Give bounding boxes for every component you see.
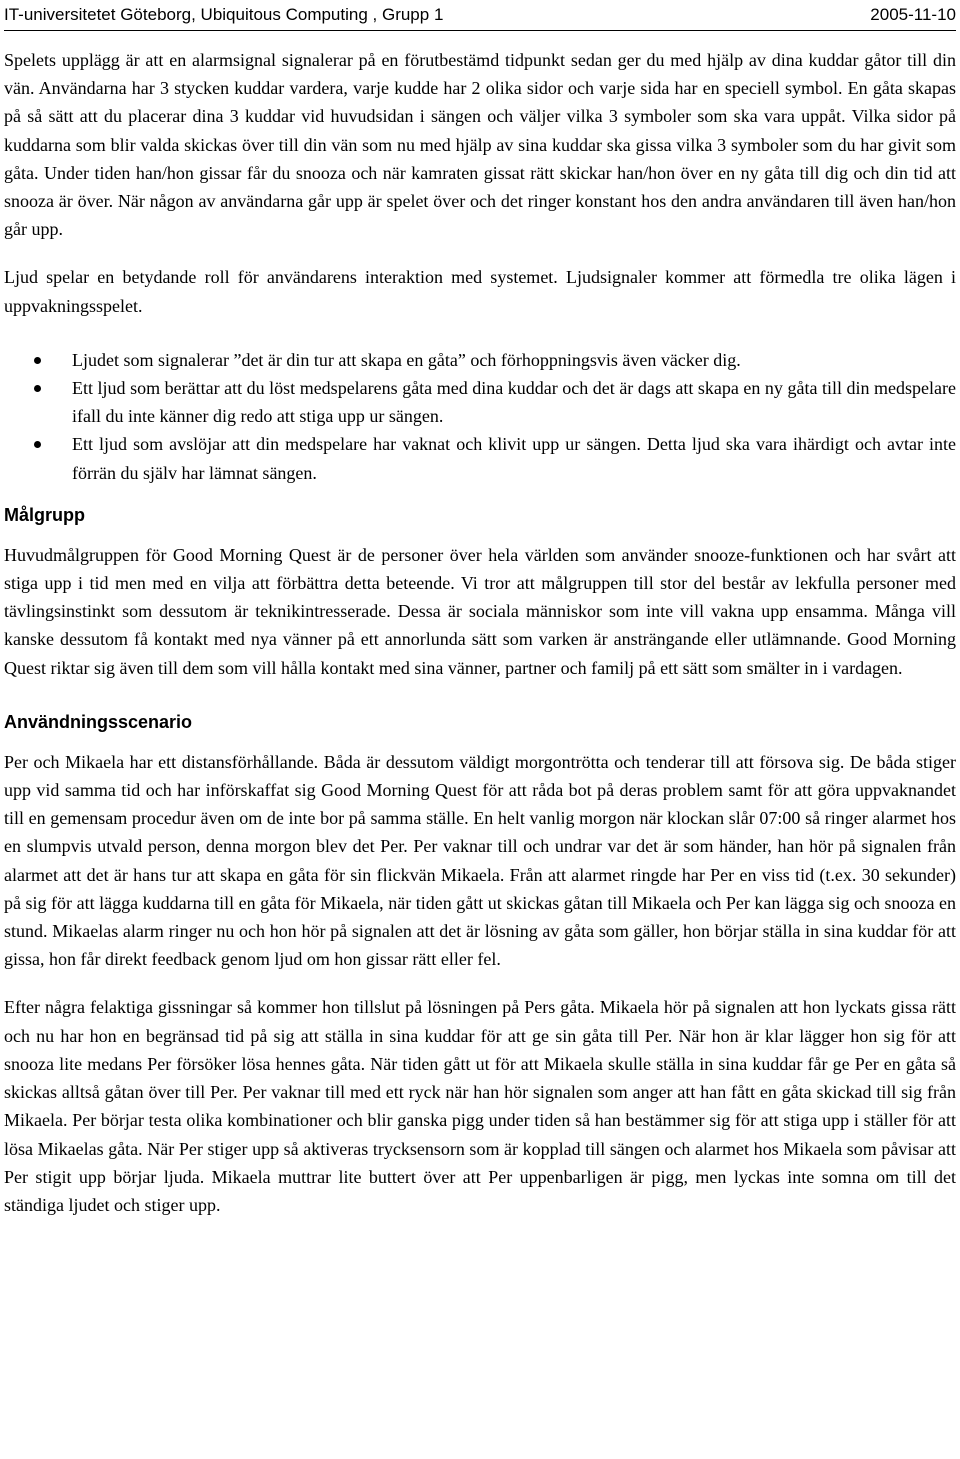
scenario-paragraph-2: Efter några felaktiga gissningar så kommer hon tillslut på lösningen på Pers gåta. Mikaela hör på signalen att hon lyckats gissa rätt och nu har hon en begränsad tid på sig att ställa in sina kuddar för att ge sin gåta till Per. När hon är klar lägger hon sig för att snooza lite medans Per försöker lösa hennes gåta. När tiden gått ut för att Mikaela skulle ställa in sina kuddar får ge Per en gåta så skickas alltså gåtan över till Per. Per vaknar till med ett ryck när han hör signalen som anger att han fått en gåta skickad till sig från Mikaela. Per börjar testa olika kombinationer och blir ganska pigg under tiden så han bestämmer sig för att stiga upp i ställer för att lösa Mikaelas gåta. När Per stiger upp så aktiveras trycksensorn som är kopplad till sängen och alarmet hos Mikaela som påvisar att Per stigit upp börjar ljuda. Mikaela muttrar lite buttert över att Per uppenbarligen är pigg, men lyckas inte somna om till det ständiga ljudet och stiger upp. xyxy=(4,997,956,1215)
header-course-title: IT-universitetet Göteborg, Ubiquitous Computing , Grupp 1 xyxy=(4,5,444,24)
list-item xyxy=(72,374,956,430)
heading-malgrupp: Målgrupp xyxy=(4,504,85,525)
list-item xyxy=(72,346,956,374)
bullet-icon xyxy=(34,441,41,448)
list-item-text: Ljudet som signalerar ”det är din tur att skapa en gåta” och förhoppningsvis även väcker dig. xyxy=(72,349,741,370)
list-item-text: Ett ljud som berättar att du löst medspelarens gåta med dina kuddar och det är dags att skapa en ny gåta till din medspelare ifall du inte känner dig redo att stiga upp ur sängen. xyxy=(72,378,956,427)
header-date: 2005-11-10 xyxy=(870,5,956,24)
document-body xyxy=(4,46,956,1239)
intro-paragraph-sound: Ljud spelar en betydande roll för användarens interaktion med systemet. Ljudsignaler kommer att förmedla tre olika lägen i uppvakningsspelet. xyxy=(4,267,956,316)
intro-paragraph-game: Spelets upplägg är att en alarmsignal signalerar på en förutbestämd tidpunkt sedan ger du med hjälp av dina kuddar gåtor till din vän. Användarna har 3 stycken kuddar vardera, varje kudde har 2 olika sidor och varje sida har en speciell symbol. En gåta skapas på så sätt att du placerar dina 3 kuddar vid huvudsidan i sängen och väljer vilka 3 symboler som ska vara uppåt. Vilka sidor på kuddarna som blir valda skickas över till din vän som nu med hjälp av sina kuddar ska gissa vilka 3 symboler som du har givit som gåta. Under tiden han/hon gissar får du snooza och när kamraten gissat rätt skickar han/hon över en ny gåta till dig och din tid att snooza är över. När någon av användarna går upp är spelet över och det ringer konstant hos den andra användaren till även han/hon går upp. xyxy=(4,50,956,240)
malgrupp-paragraph: Huvudmålgruppen för Good Morning Quest är de personer över hela världen som använder snooze-funktionen och har svårt att stiga upp i tid men med en vilja att förbättra detta beteende. Vi tror att målgruppen till stor del består av lekfulla personer med tävlingsinstinkt som dessutom är teknikintresserade. Dessa är sociala människor som inte vill vakna upp ensamma. Många vill kanske dessutom få kontakt med nya vänner på ett annorlunda sätt som varken är ansträngande eller utlämnande. Good Morning Quest riktar sig även till dem som vill hålla kontakt med sina vänner, partner och familj på ett sätt som smälter in i vardagen. xyxy=(4,544,956,678)
heading-anvandningsscenario: Användningsscenario xyxy=(4,711,193,732)
sound-list xyxy=(4,346,956,487)
bullet-icon xyxy=(34,385,41,392)
bullet-icon xyxy=(34,357,41,364)
page-header xyxy=(4,0,956,31)
list-item xyxy=(72,430,956,486)
list-item-text: Ett ljud som avslöjar att din medspelare har vaknat och klivit upp ur sängen. Detta ljud ska vara ihärdigt och avtar inte förrän du själv har lämnat sängen. xyxy=(72,434,956,483)
scenario-paragraph-1: Per och Mikaela har ett distansförhållande. Båda är dessutom väldigt morgontrötta och tenderar till att försova sig. De båda stiger upp vid samma tid och har införskaffat sig Good Morning Quest för att råda bot på deras problem samt för att göra uppvaknandet till en gemensam procedur även om de inte bor på samma ställe. En helt vanlig morgon när klockan slår 07:00 så ringer alarmet hos en slumpvis utvald person, denna morgon blev det Per. Per vaknar till och undrar var det är som händer, han hör på signalen från alarmet att det är hans tur att skapa en gåta för sin flickvän Mikaela. Från att alarmet ringde har Per en viss tid (t.ex. 30 sekunder) på sig för att lägga kuddarna till en gåta för Mikaela, när tiden gått ut skickas gåtan till Mikaela och Per kan lägga sig och snooza en stund. Mikaelas alarm ringer nu och hon hör på signalen att det är lösning av gåta som gäller, hon börjar ställa in sina kuddar för att gissa, hon får direkt feedback genom ljud om hon gissar rätt eller fel. xyxy=(4,751,956,970)
